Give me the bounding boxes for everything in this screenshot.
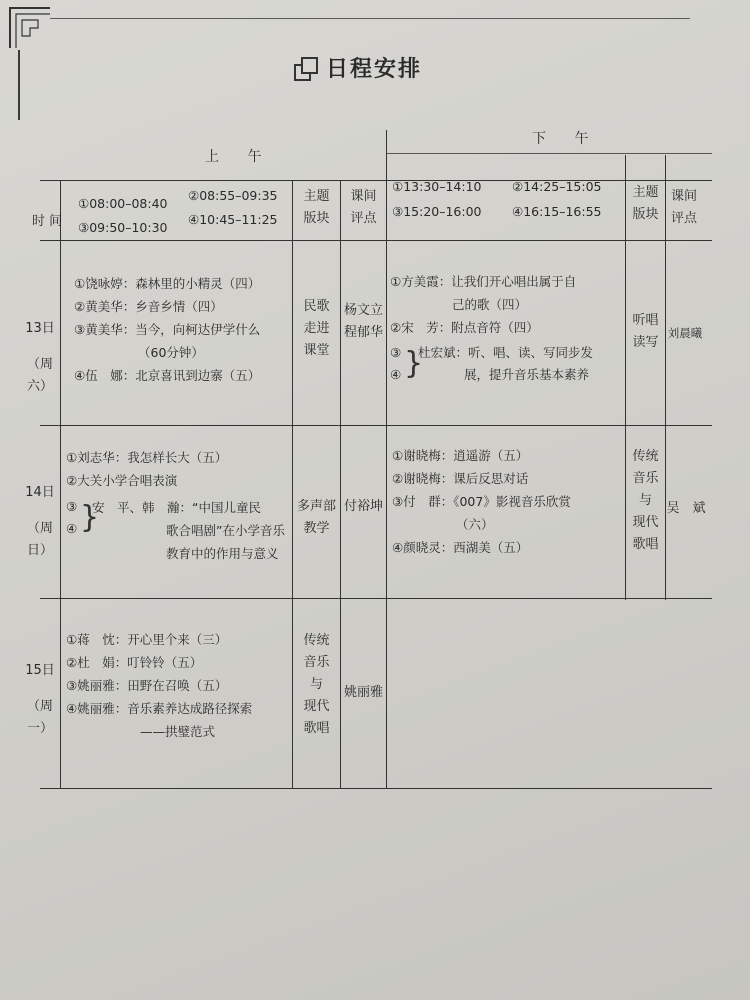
session-mark: ③ — [390, 345, 402, 360]
list-item: ——拱璧范式 — [140, 724, 216, 739]
theme-line: 与 — [309, 677, 323, 692]
review-line: 刘晨曦 — [667, 326, 703, 340]
list-item: ③姚丽雅：田野在召唤（五） — [66, 678, 228, 693]
list-item: ③付 群：《007》影视音乐欣赏 — [392, 494, 571, 509]
morning-merged-session — [92, 496, 285, 565]
review-line: 程郁华 — [343, 325, 383, 340]
list-item: ②杜 娟：叮铃铃（五） — [66, 655, 203, 670]
table-rule — [40, 425, 712, 426]
list-item: ①蒋 忱：开心里个来（三） — [66, 632, 228, 647]
weekday-text: （周六） — [26, 357, 53, 394]
brace-icon: } — [404, 346, 424, 381]
list-item: ③黄美华：当今，向柯达伊学什么 — [74, 322, 261, 337]
table-rule — [40, 598, 712, 599]
theme-label-line: 版块 — [632, 207, 659, 222]
review-line: 付裕坤 — [343, 499, 383, 514]
list-item: ①谢晓梅：逍遥游（五） — [392, 448, 529, 463]
table-rule — [60, 180, 61, 788]
afternoon-theme-label — [626, 182, 665, 226]
theme-label-line: 主题 — [632, 185, 659, 200]
afternoon-theme — [626, 310, 665, 354]
morning-session-list — [66, 446, 227, 492]
list-item: ②谢晓梅：课后反思对话 — [392, 471, 529, 486]
date-text: 15日 — [25, 663, 55, 678]
review-line: 杨文立 — [343, 303, 383, 318]
header-underline — [386, 153, 712, 154]
table-rule — [386, 130, 387, 788]
afternoon-merged-session — [418, 342, 593, 386]
list-item: ④姚丽雅：音乐素养达成路径探索 — [66, 701, 253, 716]
morning-review — [341, 682, 386, 704]
morning-theme — [293, 630, 340, 740]
afternoon-time-3: ③15:20–16:00 — [392, 204, 482, 219]
list-item: 歌合唱剧”在小学音乐 — [166, 523, 285, 538]
review-label-line: 评点 — [350, 211, 377, 226]
session-mark: ④ — [66, 521, 78, 536]
date-text: 13日 — [25, 321, 55, 336]
review-label-line: 课间 — [670, 189, 697, 204]
theme-line: 现代 — [632, 515, 659, 530]
theme-line: 走进 — [303, 321, 330, 336]
session-mark: ③ — [66, 499, 78, 514]
list-item: ②黄美华：乡音乡情（四） — [74, 299, 223, 314]
morning-header: 上 午 — [205, 149, 274, 165]
afternoon-theme — [626, 446, 665, 556]
merged-session-marks — [66, 496, 77, 540]
theme-line: 传统 — [632, 449, 659, 464]
list-item: ①刘志华：我怎样长大（五） — [66, 450, 228, 465]
review-label-line: 评点 — [670, 211, 697, 226]
list-item: 展，提升音乐基本素养 — [464, 367, 590, 382]
list-item: ②宋 芳：附点音符（四） — [390, 320, 539, 335]
list-item: 己的歌（四） — [452, 297, 528, 312]
table-rule — [40, 788, 712, 789]
theme-line: 教学 — [303, 521, 330, 536]
session-mark: ④ — [390, 367, 402, 382]
morning-session-list — [74, 272, 260, 387]
theme-line: 歌唱 — [303, 721, 330, 736]
date-text: 14日 — [25, 485, 55, 500]
afternoon-session-list — [390, 270, 576, 339]
afternoon-review-label — [666, 186, 702, 230]
list-item: ④伍 娜：北京喜讯到边寨（五） — [74, 368, 261, 383]
morning-time-1: ①08:00–08:40 — [78, 196, 168, 211]
morning-time-4: ④10:45–11:25 — [188, 212, 278, 227]
list-item: 安 平、韩 瀚：“中国儿童民 — [92, 500, 261, 515]
morning-theme-label — [293, 186, 340, 230]
list-item: ①饶咏婷：森林里的小精灵（四） — [74, 276, 261, 291]
afternoon-time-1: ①13:30–14:10 — [392, 179, 482, 194]
page-title-text: 日程安排 — [326, 57, 423, 82]
theme-line: 课堂 — [303, 343, 330, 358]
theme-label-line: 版块 — [303, 211, 330, 226]
theme-line: 民歌 — [303, 299, 330, 314]
list-item: （六） — [456, 517, 494, 532]
weekday-text: （周一） — [26, 699, 53, 736]
afternoon-time-2: ②14:25–15:05 — [512, 179, 602, 194]
time-label: 时 间 — [32, 214, 63, 229]
list-item: ①方美霞：让我们开心唱出属于自 — [390, 274, 577, 289]
list-item: 教育中的作用与意义 — [166, 546, 279, 561]
afternoon-header: 下 午 — [532, 131, 601, 147]
merged-session-marks — [390, 342, 401, 386]
day-date — [20, 660, 60, 740]
list-item: （60分钟） — [138, 345, 204, 360]
morning-review — [341, 300, 386, 344]
morning-review-label — [341, 186, 386, 230]
table-rule — [40, 180, 712, 181]
morning-theme — [293, 496, 340, 540]
list-item: 杜宏斌：听、唱、读、写同步发 — [418, 345, 594, 360]
list-item: ④颜晓灵：西湖美（五） — [392, 540, 529, 555]
day-date — [20, 482, 60, 562]
table-rule — [40, 240, 712, 241]
theme-line: 歌唱 — [632, 537, 659, 552]
theme-line: 传统 — [303, 633, 330, 648]
list-item: ②大关小学合唱表演 — [66, 473, 178, 488]
theme-line: 现代 — [303, 699, 330, 714]
theme-line: 与 — [638, 493, 652, 508]
afternoon-time-4: ④16:15–16:55 — [512, 204, 602, 219]
theme-line: 音乐 — [303, 655, 330, 670]
theme-line: 音乐 — [632, 471, 659, 486]
afternoon-session-list — [392, 444, 571, 559]
theme-line: 听唱 — [632, 313, 659, 328]
brace-icon: } — [80, 500, 100, 535]
morning-time-2: ②08:55–09:35 — [188, 188, 278, 203]
theme-line: 读写 — [632, 335, 659, 350]
weekday-text: （周日） — [26, 521, 53, 558]
theme-line: 多声部 — [296, 499, 336, 514]
morning-session-list — [66, 628, 252, 743]
day-date — [20, 318, 60, 398]
theme-label-line: 主题 — [303, 189, 330, 204]
review-label-line: 课间 — [350, 189, 377, 204]
morning-review — [341, 496, 386, 518]
afternoon-review — [666, 322, 704, 344]
morning-time-3: ③09:50–10:30 — [78, 220, 168, 235]
review-line: 吴 斌 — [666, 501, 706, 516]
afternoon-review — [666, 498, 706, 520]
review-line: 姚丽雅 — [343, 685, 383, 700]
morning-theme — [293, 296, 340, 362]
